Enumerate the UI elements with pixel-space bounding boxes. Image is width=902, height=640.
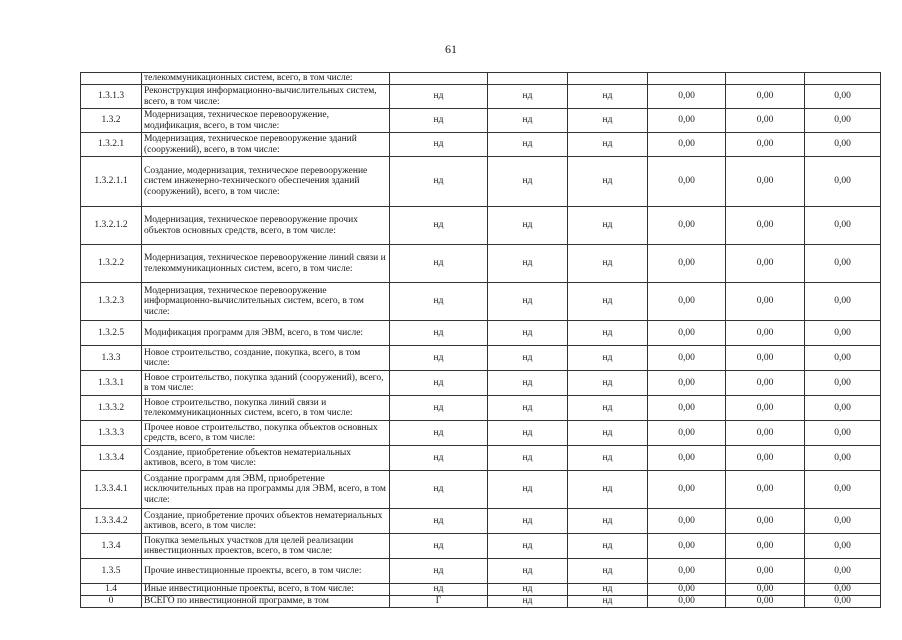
row-value-col-5: 0,00 (726, 471, 805, 509)
row-value-col-5: 0,00 (726, 421, 805, 446)
table-row (81, 133, 881, 157)
row-description: Прочие инвестиционные проекты, всего, в том числе: (142, 559, 390, 584)
row-code: 1.3.2.1.1 (81, 157, 142, 207)
row-value-col-1: нд (390, 471, 488, 509)
row-code: 1.3.2.1.2 (81, 207, 142, 245)
row-value-col-3: нд (568, 596, 648, 608)
row-value-col-2: нд (488, 207, 568, 245)
row-code: 1.4 (81, 584, 142, 596)
row-code: 1.3.3.4.2 (81, 509, 142, 534)
row-value-col-4: 0,00 (648, 207, 726, 245)
row-value-col-1: нд (390, 559, 488, 584)
row-description: Модификация программ для ЭВМ, всего, в том числе: (142, 321, 390, 346)
row-value-col-4: 0,00 (648, 85, 726, 109)
row-value-col-2: нд (488, 421, 568, 446)
row-value-col-4: 0,00 (648, 133, 726, 157)
row-code: 1.3.2.3 (81, 283, 142, 321)
row-value-col-3: нд (568, 559, 648, 584)
row-value-col-4: 0,00 (648, 283, 726, 321)
row-code: 1.3.2.1 (81, 133, 142, 157)
row-value-col-2: нд (488, 245, 568, 283)
row-value-col-2: нд (488, 471, 568, 509)
row-code: 1.3.4 (81, 534, 142, 559)
row-value-col-4: 0,00 (648, 596, 726, 608)
row-description: Создание программ для ЭВМ, приобретение исключительных прав на программы для ЭВМ, всего, в том числе: (142, 471, 390, 509)
row-value-col-5: 0,00 (726, 207, 805, 245)
row-value-col-2: нд (488, 85, 568, 109)
row-description: Создание, модернизация, техническое перевооружение систем инженерно-технического обеспечения зданий (сооружений), всего, в том числе: (142, 157, 390, 207)
row-value-col-1: нд (390, 85, 488, 109)
row-value-col-1: нд (390, 446, 488, 471)
row-value-col-5: 0,00 (726, 85, 805, 109)
row-value-col-1: нд (390, 207, 488, 245)
row-code: 0 (81, 596, 142, 608)
row-value-col-1: нд (390, 346, 488, 371)
row-value-col-5: 0,00 (726, 157, 805, 207)
row-value-col-3: нд (568, 509, 648, 534)
row-value-col-2: нд (488, 371, 568, 396)
row-value-col-6: 0,00 (805, 396, 881, 421)
row-value-col-4: 0,00 (648, 321, 726, 346)
row-value-col-6: 0,00 (805, 596, 881, 608)
row-value-col-3: нд (568, 283, 648, 321)
row-value-col-2: нд (488, 157, 568, 207)
row-description: Создание, приобретение объектов нематериальных активов, всего, в том числе: (142, 446, 390, 471)
row-value-col-4: 0,00 (648, 371, 726, 396)
row-value-col-4: 0,00 (648, 446, 726, 471)
row-value-col-5: 0,00 (726, 245, 805, 283)
row-value-col-3: нд (568, 207, 648, 245)
row-description: Новое строительство, создание, покупка, всего, в том числе: (142, 346, 390, 371)
row-value-col-6: 0,00 (805, 509, 881, 534)
row-value-col-2: нд (488, 346, 568, 371)
table-row (81, 596, 881, 608)
row-value-col-1: нд (390, 245, 488, 283)
row-value-col-1: нд (390, 584, 488, 596)
row-value-col-6: 0,00 (805, 109, 881, 133)
row-value-col-4: 0,00 (648, 421, 726, 446)
row-value-col-6: 0,00 (805, 207, 881, 245)
row-code: 1.3.2 (81, 109, 142, 133)
row-description: телекоммуникационных систем, всего, в том числе: (142, 73, 390, 85)
row-value-col-3: нд (568, 371, 648, 396)
row-value-col-6: 0,00 (805, 371, 881, 396)
row-value-col-3: нд (568, 584, 648, 596)
row-value-col-1: нд (390, 421, 488, 446)
row-code: 1.3.1.3 (81, 85, 142, 109)
row-value-col-4: 0,00 (648, 559, 726, 584)
row-description: Модернизация, техническое перевооружение зданий (сооружений), всего, в том числе: (142, 133, 390, 157)
row-description: Модернизация, техническое перевооружение информационно-вычислительных систем, всего, в том числе: (142, 283, 390, 321)
row-value-col-3: нд (568, 446, 648, 471)
row-code: 1.3.3.2 (81, 396, 142, 421)
row-value-col-5: 0,00 (726, 371, 805, 396)
row-value-col-6: 0,00 (805, 321, 881, 346)
table-row (81, 584, 881, 596)
table-row (81, 85, 881, 109)
row-code: 1.3.3.4.1 (81, 471, 142, 509)
row-description: Покупка земельных участков для целей реализации инвестиционных проектов, всего, в том числе: (142, 534, 390, 559)
row-value-col-1: нд (390, 534, 488, 559)
table-row (81, 321, 881, 346)
row-value-col-3: нд (568, 245, 648, 283)
table-row (81, 534, 881, 559)
table-row (81, 371, 881, 396)
row-code: 1.3.5 (81, 559, 142, 584)
row-code: 1.3.3.3 (81, 421, 142, 446)
row-value-col-5: 0,00 (726, 283, 805, 321)
table-row (81, 346, 881, 371)
row-value-col-3: нд (568, 346, 648, 371)
row-value-col-6 (805, 73, 881, 85)
row-value-col-1: нд (390, 509, 488, 534)
row-value-col-1: нд (390, 109, 488, 133)
row-value-col-4: 0,00 (648, 245, 726, 283)
row-value-col-6: 0,00 (805, 283, 881, 321)
row-description: Модернизация, техническое перевооружение прочих объектов основных средств, всего, в том числе: (142, 207, 390, 245)
row-value-col-2: нд (488, 509, 568, 534)
table-row (81, 283, 881, 321)
row-value-col-2: нд (488, 559, 568, 584)
row-description: Прочее новое строительство, покупка объектов основных средств, всего, в том числе: (142, 421, 390, 446)
table-row (81, 396, 881, 421)
row-value-col-4: 0,00 (648, 109, 726, 133)
row-code: 1.3.3.4 (81, 446, 142, 471)
row-value-col-3: нд (568, 421, 648, 446)
row-value-col-5: 0,00 (726, 446, 805, 471)
row-value-col-6: 0,00 (805, 584, 881, 596)
row-value-col-1: нд (390, 133, 488, 157)
row-value-col-4: 0,00 (648, 584, 726, 596)
row-value-col-3: нд (568, 534, 648, 559)
row-value-col-3: нд (568, 85, 648, 109)
row-value-col-1: нд (390, 396, 488, 421)
row-value-col-5: 0,00 (726, 346, 805, 371)
row-value-col-6: 0,00 (805, 346, 881, 371)
row-value-col-2 (488, 73, 568, 85)
table-row (81, 559, 881, 584)
row-value-col-4: 0,00 (648, 396, 726, 421)
row-value-col-5: 0,00 (726, 321, 805, 346)
row-value-col-5: 0,00 (726, 509, 805, 534)
table-row (81, 245, 881, 283)
row-value-col-2: нд (488, 584, 568, 596)
row-value-col-2: нд (488, 396, 568, 421)
table-row (81, 207, 881, 245)
row-value-col-4: 0,00 (648, 346, 726, 371)
row-description: ВСЕГО по инвестиционной программе, в том (142, 596, 390, 608)
row-value-col-2: нд (488, 109, 568, 133)
row-value-col-3 (568, 73, 648, 85)
row-value-col-1: нд (390, 371, 488, 396)
row-code (81, 73, 142, 85)
row-value-col-2: нд (488, 283, 568, 321)
row-value-col-3: нд (568, 109, 648, 133)
row-value-col-2: нд (488, 321, 568, 346)
row-value-col-6: 0,00 (805, 85, 881, 109)
row-value-col-6: 0,00 (805, 157, 881, 207)
row-value-col-5: 0,00 (726, 133, 805, 157)
row-value-col-1 (390, 73, 488, 85)
row-value-col-5: 0,00 (726, 396, 805, 421)
row-description: Иные инвестиционные проекты, всего, в том числе: (142, 584, 390, 596)
row-description: Модернизация, техническое перевооружение, модификация, всего, в том числе: (142, 109, 390, 133)
row-description: Реконструкция информационно-вычислительных систем, всего, в том числе: (142, 85, 390, 109)
table-row (81, 109, 881, 133)
row-value-col-3: нд (568, 133, 648, 157)
row-code: 1.3.2.2 (81, 245, 142, 283)
row-value-col-6: 0,00 (805, 421, 881, 446)
row-value-col-1: Г (390, 596, 488, 608)
investment-program-table (80, 72, 881, 608)
table-row (81, 157, 881, 207)
row-code: 1.3.3 (81, 346, 142, 371)
row-value-col-5: 0,00 (726, 534, 805, 559)
row-value-col-4: 0,00 (648, 534, 726, 559)
row-value-col-4: 0,00 (648, 509, 726, 534)
row-code: 1.3.2.5 (81, 321, 142, 346)
table-row (81, 446, 881, 471)
table-row (81, 421, 881, 446)
row-value-col-2: нд (488, 596, 568, 608)
row-value-col-5: 0,00 (726, 109, 805, 133)
row-value-col-1: нд (390, 283, 488, 321)
page-number: 61 (445, 42, 457, 56)
row-value-col-5: 0,00 (726, 584, 805, 596)
row-value-col-2: нд (488, 133, 568, 157)
row-value-col-6: 0,00 (805, 245, 881, 283)
table-row (81, 73, 881, 85)
row-value-col-5: 0,00 (726, 596, 805, 608)
table-row (81, 509, 881, 534)
row-description: Новое строительство, покупка зданий (сооружений), всего, в том числе: (142, 371, 390, 396)
row-value-col-1: нд (390, 157, 488, 207)
row-description: Новое строительство, покупка линий связи и телекоммуникационных систем, всего, в том числе: (142, 396, 390, 421)
row-value-col-2: нд (488, 446, 568, 471)
row-value-col-6: 0,00 (805, 471, 881, 509)
row-code: 1.3.3.1 (81, 371, 142, 396)
row-value-col-4 (648, 73, 726, 85)
table-row (81, 471, 881, 509)
row-value-col-3: нд (568, 157, 648, 207)
row-value-col-5: 0,00 (726, 559, 805, 584)
row-value-col-5 (726, 73, 805, 85)
row-value-col-6: 0,00 (805, 446, 881, 471)
row-value-col-3: нд (568, 321, 648, 346)
row-value-col-4: 0,00 (648, 157, 726, 207)
row-value-col-3: нд (568, 396, 648, 421)
row-description: Создание, приобретение прочих объектов нематериальных активов, всего, в том числе: (142, 509, 390, 534)
row-value-col-3: нд (568, 471, 648, 509)
row-value-col-1: нд (390, 321, 488, 346)
row-value-col-4: 0,00 (648, 471, 726, 509)
row-value-col-6: 0,00 (805, 559, 881, 584)
row-value-col-6: 0,00 (805, 133, 881, 157)
row-value-col-2: нд (488, 534, 568, 559)
row-value-col-6: 0,00 (805, 534, 881, 559)
row-description: Модернизация, техническое перевооружение линий связи и телекоммуникационных систем, всего, в том числе: (142, 245, 390, 283)
